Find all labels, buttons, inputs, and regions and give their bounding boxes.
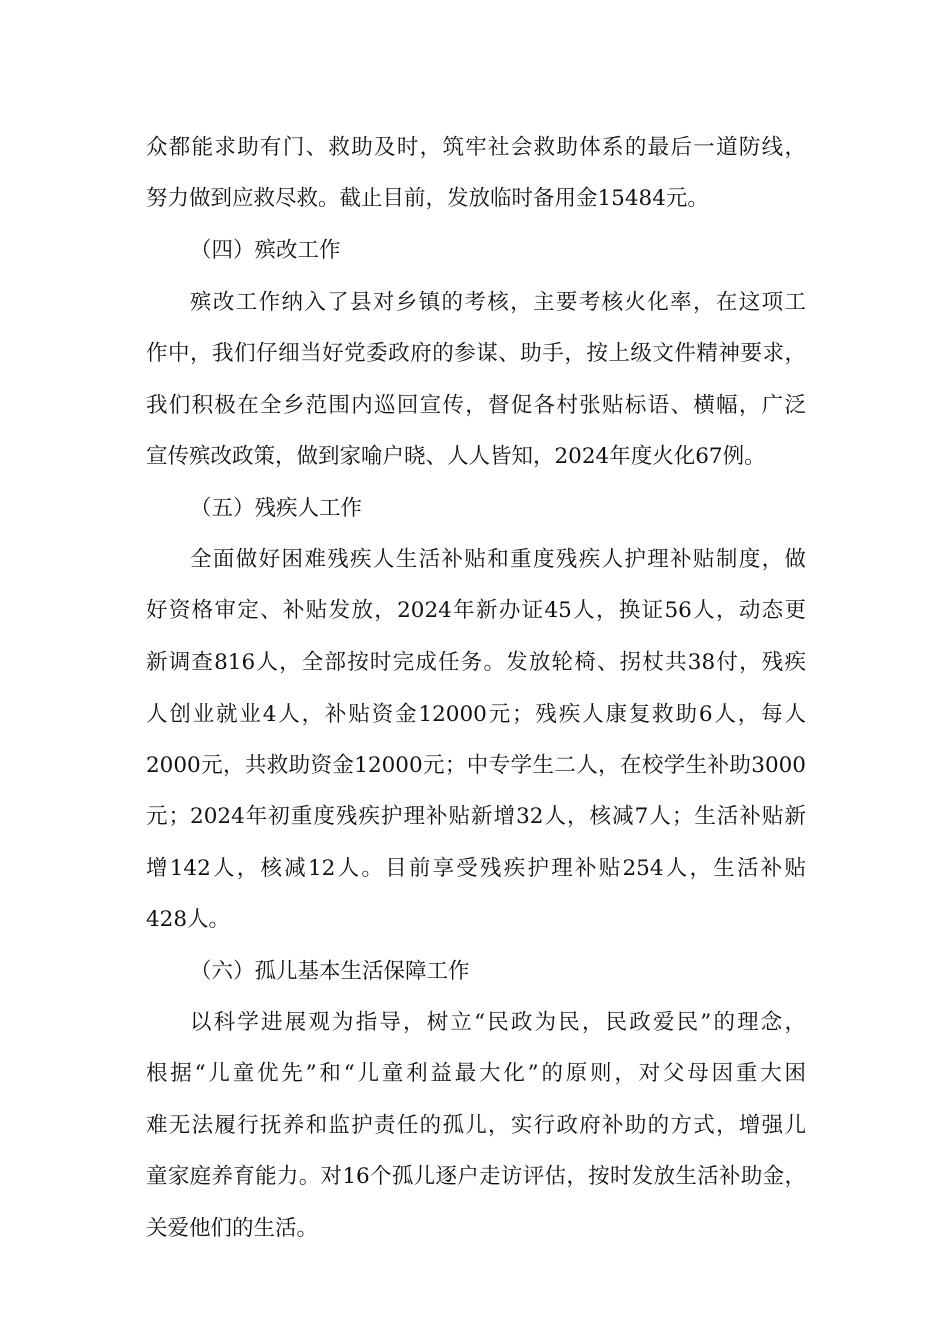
paragraph-line: 人创业就业4人，补贴资金12000元；残疾人康复救助6人，每人 <box>146 702 806 727</box>
section-heading-6: （六）孤儿基本生活保障工作 <box>190 959 470 984</box>
paragraph-line: 元；2024年初重度残疾护理补贴新增32人，核减7人；生活补贴新 <box>146 804 806 829</box>
paragraph-line: 作中，我们仔细当好党委政府的参谋、助手，按上级文件精神要求， <box>146 341 806 366</box>
paragraph-line: 好资格审定、补贴发放，2024年新办证45人，换证56人，动态更 <box>146 598 806 623</box>
paragraph-line: 增142人，核减12人。目前享受残疾护理补贴254人，生活补贴 <box>146 856 806 881</box>
paragraph-line: 2000元，共救助资金12000元；中专学生二人，在校学生补助3000 <box>146 753 806 778</box>
paragraph-line: 428人。 <box>146 907 231 932</box>
paragraph-line: 根据“儿童优先”和“儿童利益最大化”的原则，对父母因重大困 <box>146 1061 806 1086</box>
section-heading-4: （四）殡改工作 <box>190 238 341 263</box>
paragraph-line: 全面做好困难残疾人生活补贴和重度残疾人护理补贴制度，做 <box>190 547 806 572</box>
paragraph-line: 难无法履行抚养和监护责任的孤儿，实行政府补助的方式，增强儿 <box>146 1113 806 1138</box>
paragraph-line: 关爱他们的生活。 <box>146 1216 319 1241</box>
paragraph-line: 众都能求助有门、救助及时，筑牢社会救助体系的最后一道防线， <box>146 135 806 160</box>
paragraph-line: 新调查816人，全部按时完成任务。发放轮椅、拐杖共38付，残疾 <box>146 650 806 675</box>
paragraph-line: 童家庭养育能力。对16个孤儿逐户走访评估，按时发放生活补助金， <box>146 1164 806 1189</box>
paragraph-line: 宣传殡改政策，做到家喻户晓、人人皆知，2024年度火化67例。 <box>146 444 766 469</box>
paragraph-line: 以科学进展观为指导，树立“民政为民，民政爱民”的理念， <box>190 1010 806 1035</box>
paragraph-line: 我们积极在全乡范围内巡回宣传，督促各村张贴标语、横幅，广泛 <box>146 393 806 418</box>
paragraph-line: 努力做到应救尽救。截止目前，发放临时备用金15484元。 <box>146 186 709 211</box>
section-heading-5: （五）残疾人工作 <box>190 496 363 521</box>
paragraph-line: 殡改工作纳入了县对乡镇的考核，主要考核火化率，在这项工 <box>190 290 806 315</box>
